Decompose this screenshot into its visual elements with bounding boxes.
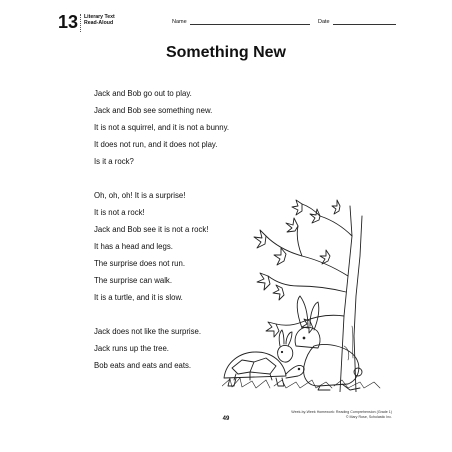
name-label: Name <box>172 19 187 25</box>
story-line: It has a head and legs. <box>94 242 173 251</box>
story-line: The surprise does not run. <box>94 259 186 268</box>
stanza-break <box>94 306 229 323</box>
story-text <box>94 85 229 374</box>
story-line: It is a turtle, and it is slow. <box>94 293 183 302</box>
page-number: 49 <box>222 416 230 422</box>
story-line: Bob eats and eats and eats. <box>94 361 192 370</box>
story-line: Oh, oh, oh! It is a surprise! <box>94 191 186 200</box>
story-line: Is it a rock? <box>94 157 134 166</box>
copyright-credit <box>291 410 392 419</box>
story-line: It is not a rock! <box>94 208 145 217</box>
tag-mode: Read-Aloud <box>84 20 114 27</box>
credit-line: © Mary Rose, Scholastic Inc. <box>345 414 392 419</box>
story-line: The surprise can walk. <box>94 276 172 285</box>
lesson-divider <box>80 14 82 32</box>
story-line: Jack and Bob see it is not a rock! <box>94 225 209 234</box>
story-illustration <box>222 196 382 392</box>
story-line: Jack and Bob go out to play. <box>94 89 192 98</box>
grass-drawing <box>222 378 380 388</box>
date-field[interactable] <box>333 24 396 25</box>
date-label: Date <box>318 19 330 25</box>
stanza-break <box>94 170 229 187</box>
lesson-number: 13 <box>58 12 79 32</box>
story-line: Jack runs up the tree. <box>94 344 169 353</box>
name-field[interactable] <box>190 24 310 25</box>
small-rabbit-drawing <box>278 330 293 362</box>
tree-drawing <box>254 200 362 392</box>
story-line: Jack does not like the surprise. <box>94 327 202 336</box>
page-title: Something New <box>165 44 286 61</box>
story-line: Jack and Bob see something new. <box>94 106 213 115</box>
story-line: It is not a squirrel, and it is not a bunny. <box>94 123 230 132</box>
story-line: It does not run, and it does not play. <box>94 140 218 149</box>
large-rabbit-drawing <box>295 296 362 390</box>
tag-genre: Literary Text <box>84 14 115 20</box>
credit-line: Week-by-Week Homework: Reading Comprehension (Grade 1) <box>291 410 392 414</box>
lesson-tags <box>84 14 115 27</box>
